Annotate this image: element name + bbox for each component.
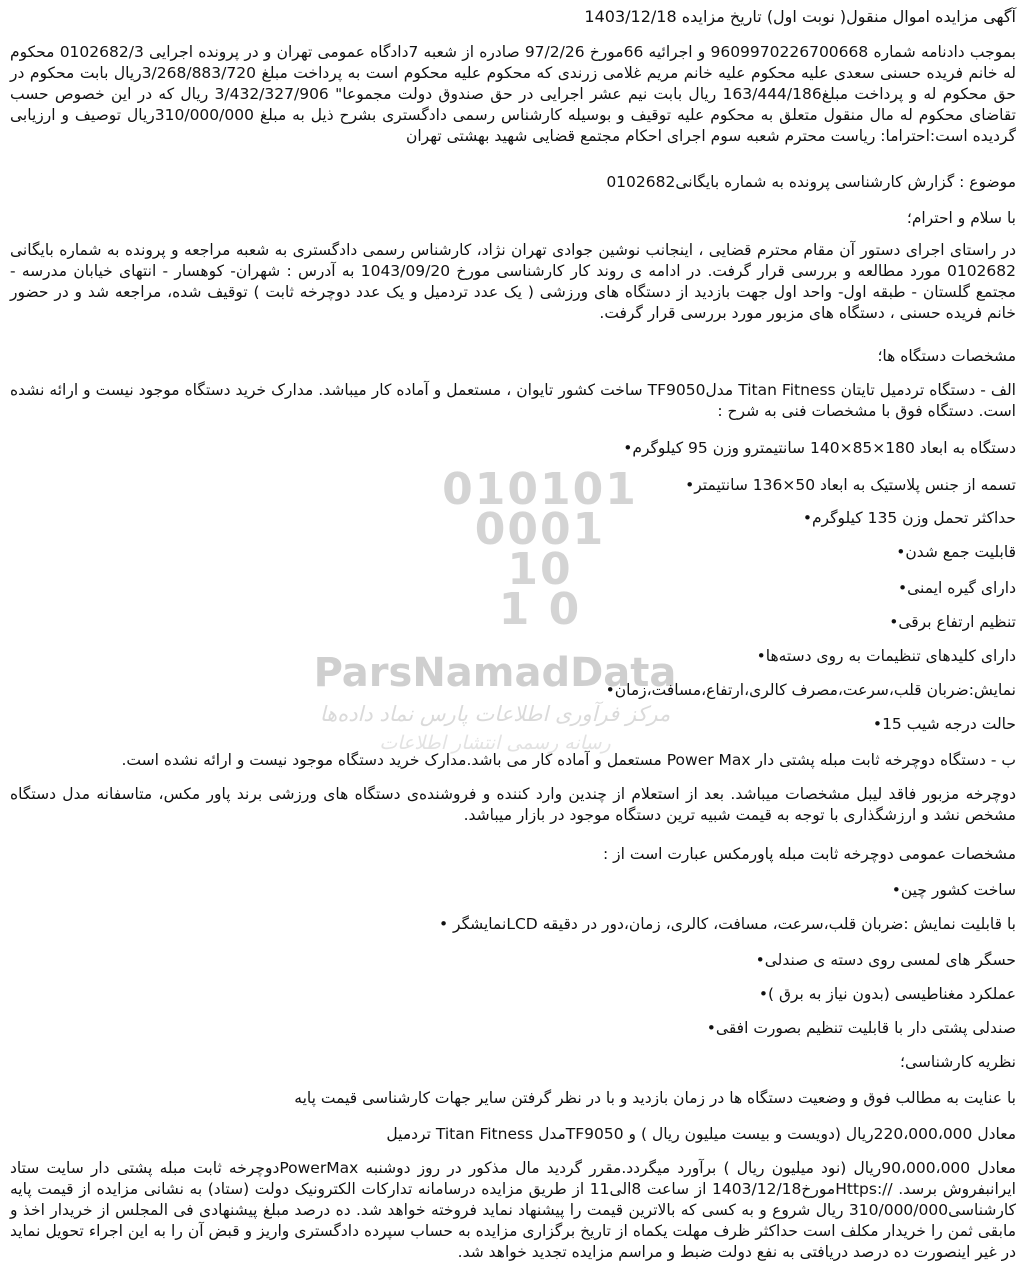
- watermark-digits-line: 010101: [442, 464, 638, 515]
- treadmill-intro: الف - دستگاه تردمیل تایتان Titan Fitness مدلTF9050 ساخت کشور تایوان ، مستعمل و آماده کار میباشد. مدارک خرید دستگاه موجود نیست و ارائه نشده است. دستگاه فوق با مشخصات فنی به شرح :: [10, 381, 1016, 420]
- report-paragraph: در راستای اجرای دستور آن مقام محترم قضایی ، اینجانب نوشین جوادی تهران نژاد، کارشناس رسمی دادگستری به شعبه مراجعه و پرونده به شماره بایگانی 0102682 مورد مطالعه و بررسی قرار گرفت. در ادامه ی روند کار کارشناسی مورخ 1043/09/20 به آدرس : شهران- کوهسار - انتهای خیابان مدرسه - مجتمع گلستان - طبقه اول- واحد اول جهت بازدید از دستگاه های ورزشی ( یک عدد تردمیل و یک عدد دوچرخه ثابت ) توقیف شده، مراجعه شد و در حضور خانم فریده حسنی ، دستگاه های مزبور مورد بررسی قرار گرفت.: [10, 241, 1016, 322]
- bike-spec-item: صندلی پشتی دار با قابلیت تنظیم بصورت افقی•: [706, 1019, 1016, 1037]
- notice-title: آگهی مزایده اموال منقول( نوبت اول) تاریخ مزایده 1403/12/18: [584, 7, 1016, 26]
- treadmill-spec-item: دارای کلیدهای تنظیمات به روی دسته‌ها•: [756, 647, 1016, 665]
- watermark-subtitle: مرکز فرآوری اطلاعات پارس نماد داده‌ها: [319, 702, 671, 726]
- watermark-digits-line: 0001: [474, 504, 606, 555]
- specs-heading: مشخصات دستگاه ها؛: [877, 347, 1016, 365]
- treadmill-spec-item: حالت درجه شیب 15•: [872, 715, 1016, 733]
- opinion-line: با عنایت به مطالب فوق و وضعیت دستگاه ها در زمان بازدید و با در نظر گرفتن سایر جهات کارشناسی قیمت پایه: [294, 1089, 1016, 1107]
- watermark-subtitle-2: رسانه رسمی انتشار اطلاعات: [379, 732, 611, 754]
- treadmill-spec-item: قابلیت جمع شدن•: [896, 543, 1016, 561]
- treadmill-spec-item: تسمه از جنس پلاستیک به ابعاد 50×136 سانتیمتر•: [685, 476, 1016, 494]
- bike-spec-item: حسگر های لمسی روی دسته ی صندلی•: [755, 951, 1016, 969]
- greeting-line: با سلام و احترام؛: [906, 209, 1016, 227]
- bike-spec-item: ساخت کشور چین•: [891, 881, 1016, 899]
- opinion-line: معادل 220،000،000ریال (دویست و بیست میلیون ریال ) و TF9050مدل Titan Fitness تردمیل: [386, 1125, 1016, 1143]
- subject-line: موضوع : گزارش کارشناسی پرونده به شماره بایگانی0102682: [606, 173, 1016, 191]
- bike-spec-item: با قابلیت نمایش :ضربان قلب،سرعت، مسافت، کالری، زمان،دور در دقیقه LCDنمایشگر •: [438, 915, 1016, 933]
- watermark-digits-line: 10: [507, 544, 573, 595]
- treadmill-spec-item: دارای گیره ایمنی•: [897, 579, 1016, 597]
- intro-paragraph: بموجب دادنامه شماره 9609970226700668 و اجرائیه 66مورخ 97/2/26 صادره از شعبه 7دادگاه عمومی تهران و در پرونده اجرایی 0102682/3 محکوم له خانم فریده حسنی سعدی علیه محکوم علیه خانم مریم غلامی زرندی که محکوم علیه محکوم است به پرداخت مبلغ 3/268/883/720ریال بابت محکوم در حق محکوم له و پرداخت مبلغ163/444/186 ریال بابت نیم عشر اجرایی در حق صندوق دولت مجموعا" 3/432/327/906 ریال که در این خصوص حسب تقاضای محکوم له مال منقول متعلق به محکوم علیه توقیف و بوسیله کارشناس رسمی دادگستری بشرح ذیل به مبلغ 310/000/000ریال توصیف و ارزیابی گردیده است:احتراما: ریاست محترم شعبه سوم اجرای احکام مجتمع قضایی شهید بهشتی تهران: [10, 43, 1017, 145]
- treadmill-spec-item: دستگاه به ابعاد 180×85×140 سانتیمترو وزن 95 کیلوگرم•: [623, 439, 1016, 457]
- closing-paragraph: معادل 90،000،000ریال (نود میلیون ریال ) برآورد میگردد.مقرر گردید مال مذکور در روز دوشنبه PowerMaxدوچرخه ثابت مبله پشتی دار سایت ستاد ایرانبفروش برسد. //:Httpsمورخ1403/12/18 از ساعت 8الی11 از طریق مزایده درسامانه تدارکات الکترونیک دولت (ستاد) به نشانی مزایده از قیمت پایه کارشناسی310/000/000 ریال شروع و به کسی که بالاترین قیمت را پیشنهاد نماید فروخته خواهد شد. ده درصد مبلغ پیشنهادی فی المجلس از خریدار اخذ و مابقی ثمن را خریدار مکلف است حداکثر ظرف مهلت یکماه از تاریخ برگزاری مزایده به حساب سپرده دادگستری واریز و قبض آن را به این اجراء تحویل نماید در غیر اینصورت ده درصد دریافتی به نفع دولت ضبط و مراسم مزایده تجدید خواهد شد.: [10, 1159, 1016, 1261]
- bike-specs-heading: مشخصات عمومی دوچرخه ثابت مبله پاورمکس عبارت است از :: [603, 845, 1016, 863]
- opinion-heading: نظریه کارشناسی؛: [900, 1053, 1016, 1071]
- bike-intro: ب - دستگاه دوچرخه ثابت مبله پشتی دار Power Max مستعمل و آماده کار می باشد.مدارک خرید دستگاه موجود نیست و ارائه نشده است.: [121, 751, 1016, 769]
- bike-spec-item: عملکرد مغناطیسی (بدون نیاز به برق )•: [758, 985, 1016, 1003]
- treadmill-spec-item: نمایش:ضربان قلب،سرعت،مصرف کالری،ارتفاع،مسافت،زمان•: [605, 681, 1016, 699]
- watermark-brand: ParsNamadData: [313, 650, 677, 696]
- bike-note: دوچرخه مزبور فاقد لیبل مشخصات میباشد. بعد از استعلام از چندین وارد کننده و فروشنده‌ی دستگاه های ورزشی برند پاور مکس، متاسفانه مدل دستگاه مشخص نشد و ارزشگذاری با توجه به قیمت شبیه ترین دستگاه موجود در بازار میباشد.: [10, 785, 1016, 824]
- watermark-digits-line: 1 0: [498, 584, 582, 635]
- treadmill-spec-item: حداکثر تحمل وزن 135 کیلوگرم•: [802, 509, 1016, 527]
- treadmill-spec-item: تنظیم ارتفاع برقی•: [889, 613, 1016, 631]
